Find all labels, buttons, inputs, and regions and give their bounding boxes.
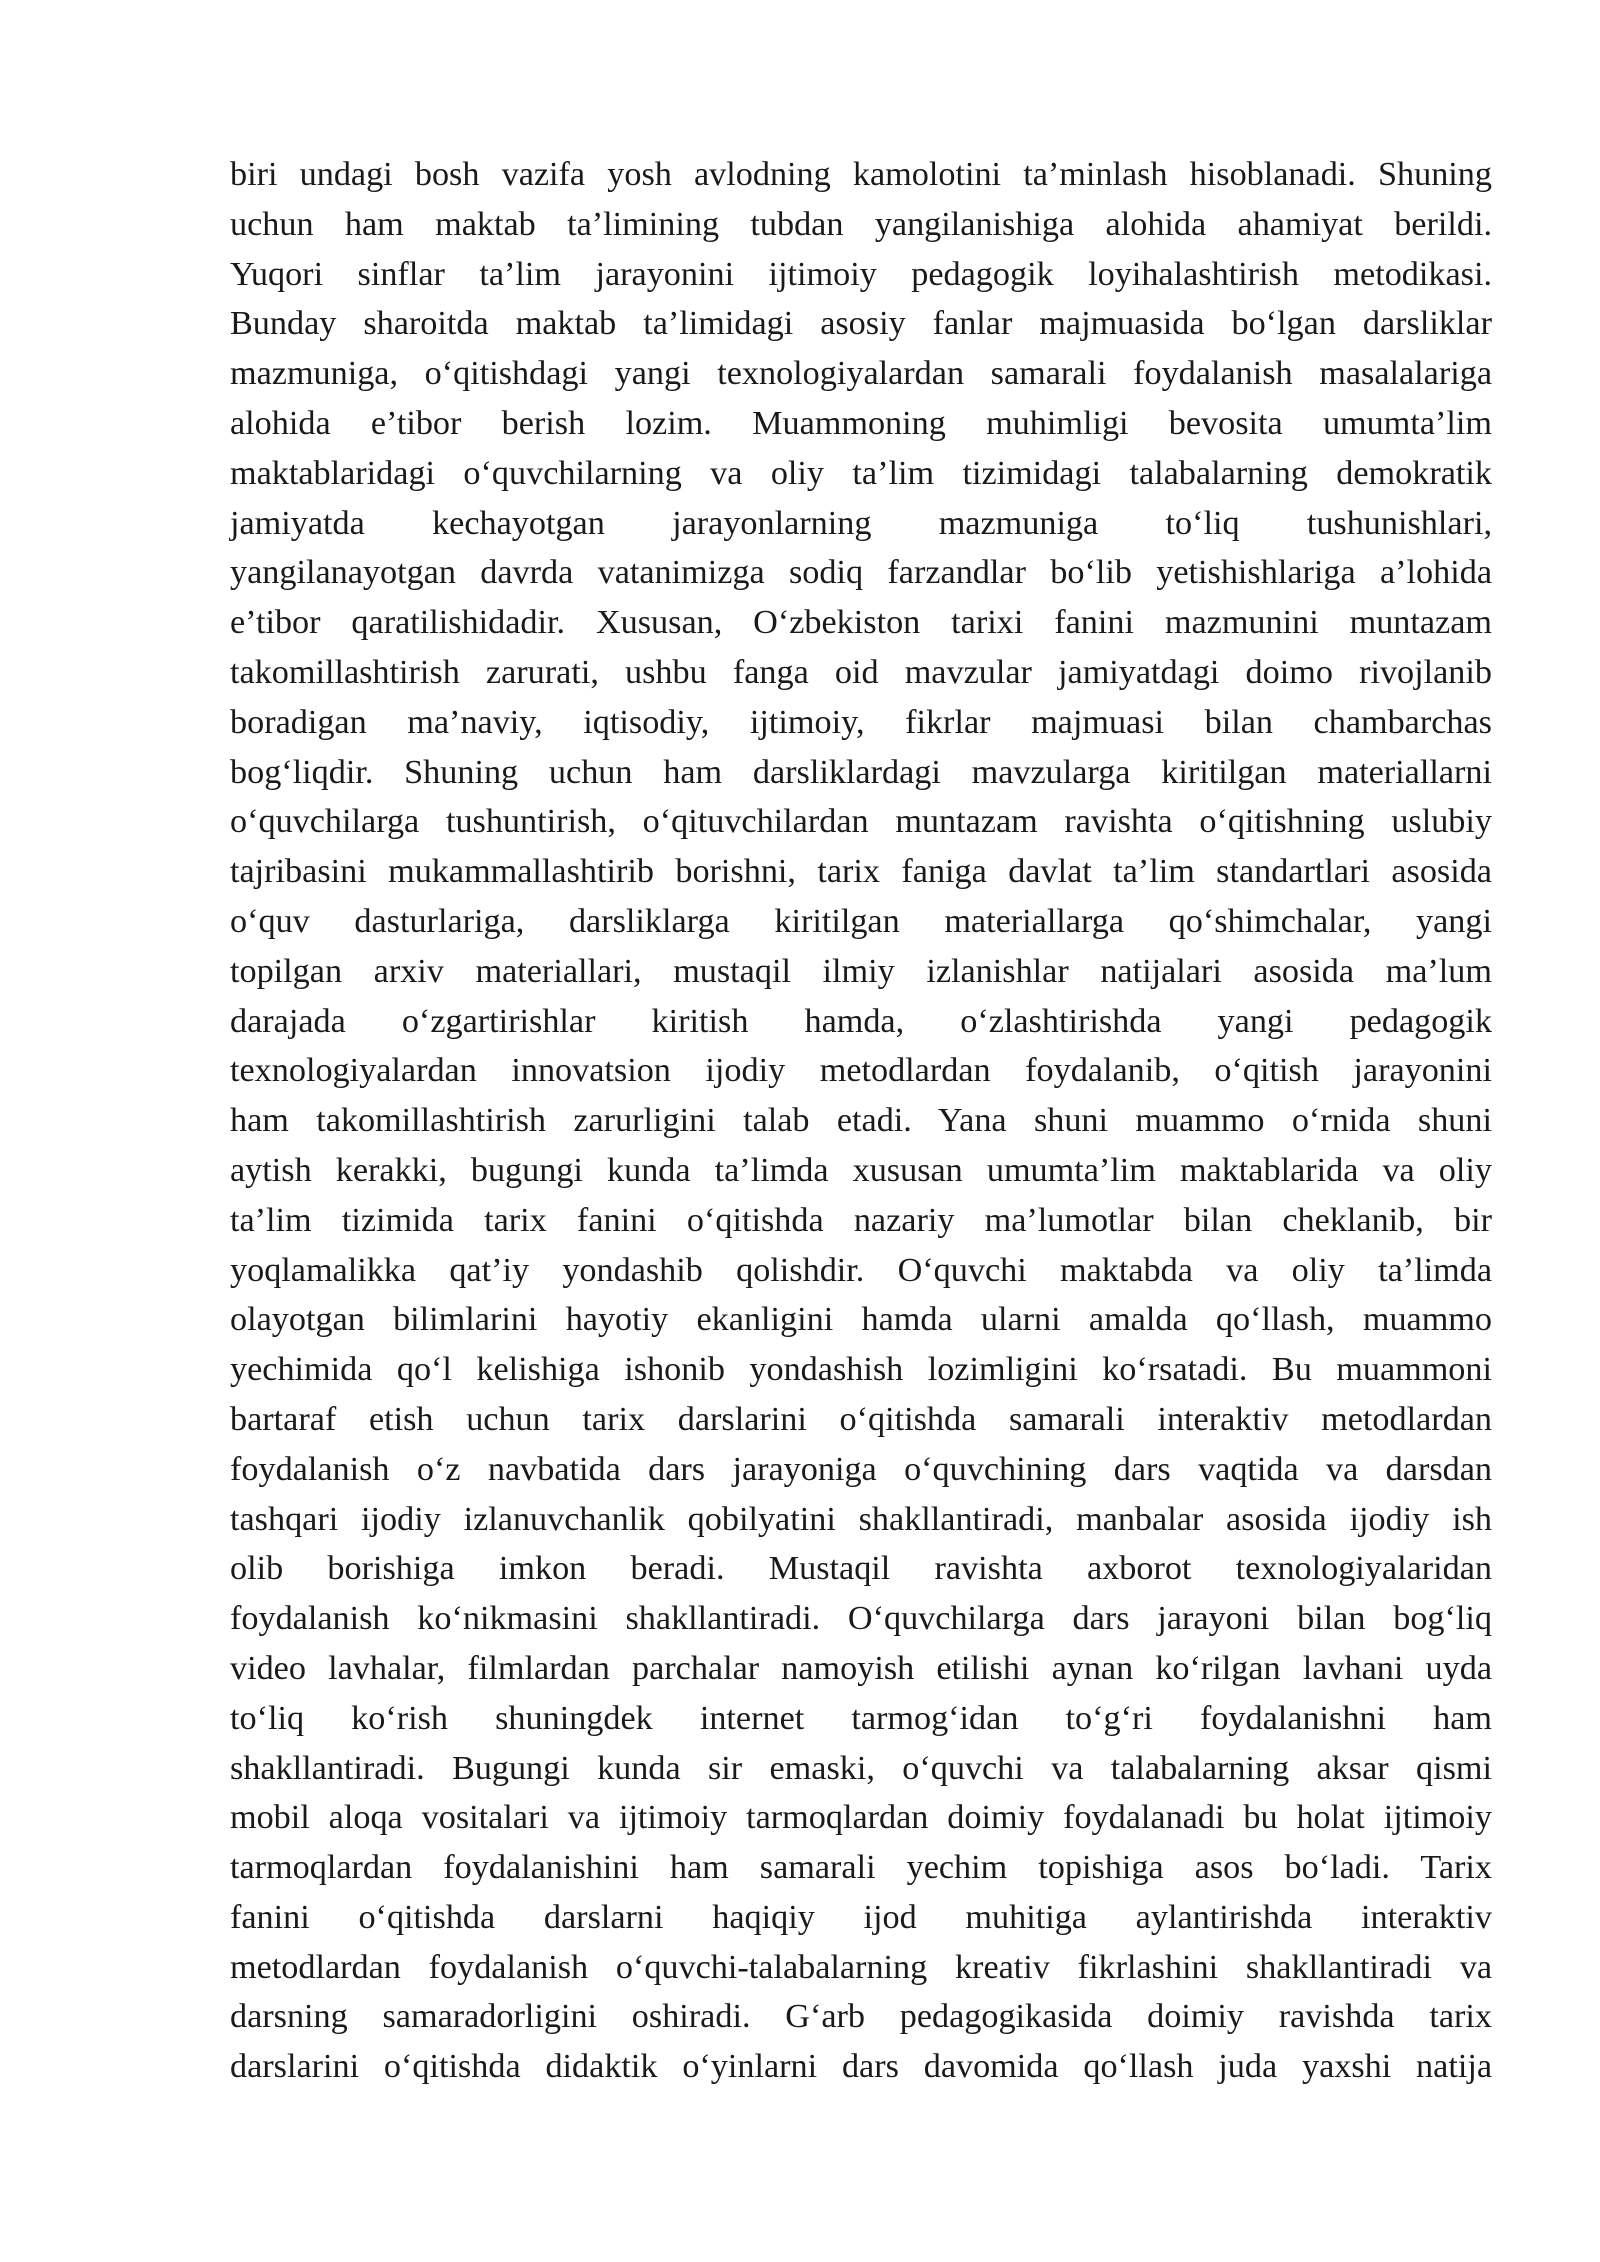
text-line: aytish kerakki, bugungi kunda ta’limda xususan umumta’lim maktablarida va oliy (230, 1151, 1492, 1189)
text-line: darsning samaradorligini oshiradi. G‘arb pedagogikasida doimiy ravishda tarix (230, 1998, 1492, 2036)
text-line: olib borishiga imkon beradi. Mustaqil ravishta axborot texnologiyalaridan (230, 1550, 1492, 1588)
text-line: tarmoqlardan foydalanishini ham samarali yechim topishiga asos bo‘ladi. Tarix (230, 1849, 1492, 1887)
body-paragraph (230, 150, 1492, 2092)
text-line: foydalanish o‘z navbatida dars jarayoniga o‘quvchining dars vaqtida va darsdan (230, 1450, 1492, 1488)
text-line: to‘liq ko‘rish shuningdek internet tarmog‘idan to‘g‘ri foydalanishni ham (230, 1699, 1492, 1737)
text-line: foydalanish ko‘nikmasini shakllantiradi. O‘quvchilarga dars jarayoni bilan bog‘liq (230, 1600, 1492, 1638)
text-line: mobil aloqa vositalari va ijtimoiy tarmoqlardan doimiy foydalanadi bu holat ijtimoiy (230, 1799, 1492, 1837)
text-line: Bunday sharoitda maktab ta’limidagi asosiy fanlar majmuasida bo‘lgan darsliklar (230, 305, 1492, 343)
text-line: texnologiyalardan innovatsion ijodiy metodlardan foydalanib, o‘qitish jarayonini (230, 1052, 1492, 1090)
text-line: olayotgan bilimlarini hayotiy ekanligini hamda ularni amalda qo‘llash, muammo (230, 1301, 1492, 1339)
text-line: biri undagi bosh vazifa yosh avlodning kamolotini ta’minlash hisoblanadi. Shuning (230, 156, 1492, 193)
text-line: o‘quv dasturlariga, darsliklarga kiritilgan materiallarga qo‘shimchalar, yangi (230, 902, 1492, 940)
text-line: darajada o‘zgartirishlar kiritish hamda, o‘zlashtirishda yangi pedagogik (230, 1002, 1492, 1040)
text-line: bartaraf etish uchun tarix darslarini o‘qitishda samarali interaktiv metodlardan (230, 1400, 1492, 1438)
text-line: topilgan arxiv materiallari, mustaqil ilmiy izlanishlar natijalari asosida ma’lum (230, 952, 1492, 990)
text-line: uchun ham maktab ta’limining tubdan yangilanishiga alohida ahamiyat berildi. (230, 205, 1492, 243)
text-line: bog‘liqdir. Shuning uchun ham darsliklardagi mavzularga kiritilgan materiallarni (230, 753, 1492, 791)
text-line: alohida e’tibor berish lozim. Muammoning muhimligi bevosita umumta’lim (230, 404, 1492, 442)
text-line: shakllantiradi. Bugungi kunda sir emaski, o‘quvchi va talabalarning aksar qismi (230, 1749, 1492, 1787)
text-line: boradigan ma’naviy, iqtisodiy, ijtimoiy, fikrlar majmuasi bilan chambarchas (230, 703, 1492, 741)
text-line: video lavhalar, filmlardan parchalar namoyish etilishi aynan ko‘rilgan lavhani uyda (230, 1649, 1492, 1687)
text-line: darslarini o‘qitishda didaktik o‘yinlarni dars davomida qo‘llash juda yaxshi natija (230, 2048, 1492, 2086)
text-line: jamiyatda kechayotgan jarayonlarning mazmuniga to‘liq tushunishlari, (230, 504, 1492, 542)
text-line: yangilanayotgan davrda vatanimizga sodiq farzandlar bo‘lib yetishishlariga a’lohida (230, 554, 1492, 592)
text-line: ham takomillashtirish zarurligini talab etadi. Yana shuni muammo o‘rnida shuni (230, 1102, 1492, 1140)
text-line: tashqari ijodiy izlanuvchanlik qobilyatini shakllantiradi, manbalar asosida ijodiy ish (230, 1500, 1492, 1538)
text-line: fanini o‘qitishda darslarni haqiqiy ijod muhitiga aylantirishda interaktiv (230, 1898, 1492, 1936)
text-line: mazmuniga, o‘qitishdagi yangi texnologiyalardan samarali foydalanish masalalariga (230, 355, 1492, 393)
text-line: metodlardan foydalanish o‘quvchi-talabalarning kreativ fikrlashini shakllantiradi va (230, 1948, 1492, 1986)
text-line: e’tibor qaratilishidadir. Xususan, O‘zbekiston tarixi fanini mazmunini muntazam (230, 604, 1492, 642)
text-line: tajribasini mukammallashtirib borishni, tarix faniga davlat ta’lim standartlari asosida (230, 853, 1492, 891)
text-line: yechimida qo‘l kelishiga ishonib yondashish lozimligini ko‘rsatadi. Bu muammoni (230, 1351, 1492, 1389)
text-line: maktablaridagi o‘quvchilarning va oliy ta’lim tizimidagi talabalarning demokratik (230, 454, 1492, 492)
text-line: Yuqori sinflar ta’lim jarayonini ijtimoiy pedagogik loyihalashtirish metodikasi. (230, 255, 1492, 293)
text-line: o‘quvchilarga tushuntirish, o‘qituvchilardan muntazam ravishta o‘qitishning uslubiy (230, 803, 1492, 841)
text-line: takomillashtirish zarurati, ushbu fanga oid mavzular jamiyatdagi doimo rivojlanib (230, 653, 1492, 691)
text-line: yoqlamalikka qat’iy yondashib qolishdir. O‘quvchi maktabda va oliy ta’limda (230, 1251, 1492, 1289)
text-line: ta’lim tizimida tarix fanini o‘qitishda nazariy ma’lumotlar bilan cheklanib, bir (230, 1201, 1492, 1239)
